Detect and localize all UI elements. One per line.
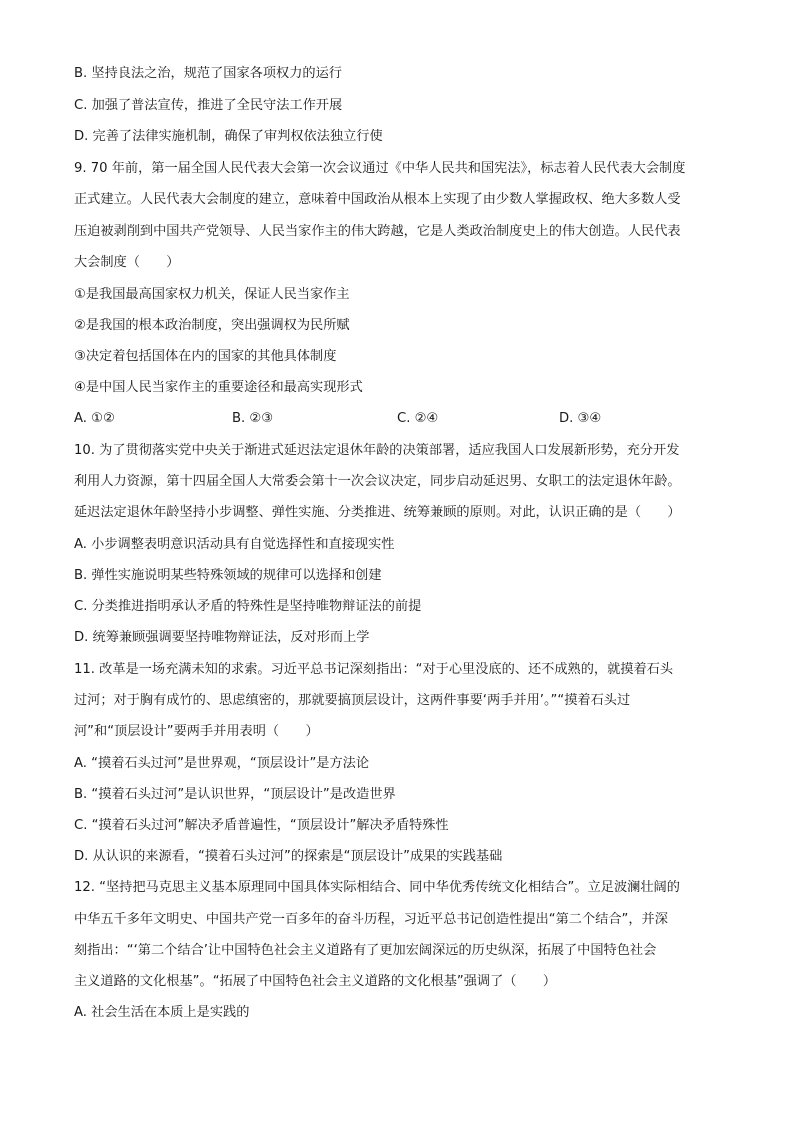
q11-stem-line: 过河；对于胸有成竹的、思虑缜密的，那就要搞顶层设计，这两件事要‘两手并用’。”“摸着石头过 xyxy=(74,693,631,708)
q9-choice-b: B. ②③ xyxy=(232,411,274,426)
q9-statement-3: ③决定着包括国体在内的国家的其他具体制度 xyxy=(74,349,337,364)
q11-option-d: D. 从认识的来源看，“摸着石头过河”的探索是“顶层设计”成果的实践基础 xyxy=(74,849,503,864)
q8-option-d: D. 完善了法律实施机制，确保了审判权依法独立行使 xyxy=(74,129,383,144)
q12-stem-line: 中华五千多年文明史、中国共产党一百多年的奋斗历程，习近平总书记创造性提出“第二个结合”，并深 xyxy=(74,912,668,927)
q9-choices xyxy=(74,409,724,429)
q11-stem-line: 11. 改革是一场充满未知的求索。习近平总书记深刻指出：“对于心里没底的、还不成熟的，就摸着石头 xyxy=(74,662,674,677)
q12-option-a: A. 社会生活在本质上是实践的 xyxy=(74,1005,250,1020)
q12-stem-line: 刻指出：“‘第二个结合’让中国特色社会主义道路有了更加宏阔深远的历史纵深，拓展了中国特色社会 xyxy=(74,943,657,958)
q10-option-b: B. 弹性实施说明某些特殊领域的规律可以选择和创建 xyxy=(74,568,382,583)
q10-option-c: C. 分类推进指明承认矛盾的特殊性是坚持唯物辩证法的前提 xyxy=(74,599,422,614)
q11-stem-line: 河”和“顶层设计”要两手并用表明（ ） xyxy=(74,724,319,739)
q9-choice-c: C. ②④ xyxy=(397,411,439,426)
q10-stem-line: 10. 为了贯彻落实党中央关于渐进式延迟法定退休年龄的决策部署，适应我国人口发展新形势，充分开发 xyxy=(74,443,680,458)
q11-option-c: C. “摸着石头过河”解决矛盾普遍性，“顶层设计”解决矛盾特殊性 xyxy=(74,818,449,833)
q11-option-b: B. “摸着石头过河”是认识世界，“顶层设计”是改造世界 xyxy=(74,787,396,802)
q9-choice-d: D. ③④ xyxy=(559,411,602,426)
q9-stem-line: 正式建立。人民代表大会制度的建立，意味着中国政治从根本上实现了由少数人掌握政权、绝大多数人受 xyxy=(74,192,681,207)
q8-option-b: B. 坚持良法之治，规范了国家各项权力的运行 xyxy=(74,66,342,81)
q10-option-a: A. 小步调整表明意识活动具有自觉选择性和直接现实性 xyxy=(74,537,395,552)
q9-stem-line: 压迫被剥削到中国共产党领导、人民当家作主的伟大跨越，它是人类政治制度史上的伟大创造。人民代表 xyxy=(74,224,681,239)
q12-stem-line: 主义道路的文化根基”。“拓展了中国特色社会主义道路的文化根基”强调了（ ） xyxy=(74,974,557,989)
q9-stem-line: 大会制度（ ） xyxy=(74,255,180,270)
q9-stem-line: 9. 70 年前，第一届全国人民代表大会第一次会议通过《中华人民共和国宪法》，标志着人民代表大会制度 xyxy=(74,161,686,176)
q9-statement-1: ①是我国最高国家权力机关，保证人民当家作主 xyxy=(74,287,350,302)
q10-stem-line: 延迟法定退休年龄坚持小步调整、弹性实施、分类推进、统筹兼顾的原则。对此，认识正确的是（ ） xyxy=(74,505,681,520)
q9-statement-2: ②是我国的根本政治制度，突出强调权为民所赋 xyxy=(74,318,350,333)
q10-option-d: D. 统筹兼顾强调要坚持唯物辩证法，反对形而上学 xyxy=(74,630,370,645)
q12-stem-line: 12. “坚持把马克思主义基本原理同中国具体实际相结合、同中华优秀传统文化相结合”。立足波澜壮阔的 xyxy=(74,880,680,895)
q10-stem-line: 利用人力资源，第十四届全国人大常委会第十一次会议决定，同步启动延迟男、女职工的法定退休年龄。 xyxy=(74,474,681,489)
q9-statement-4: ④是中国人民当家作主的重要途径和最高实现形式 xyxy=(74,380,363,395)
q9-choice-a: A. ①② xyxy=(74,411,115,426)
q8-option-c: C. 加强了普法宣传，推进了全民守法工作开展 xyxy=(74,98,343,113)
q11-option-a: A. “摸着石头过河”是世界观，“顶层设计”是方法论 xyxy=(74,756,370,771)
